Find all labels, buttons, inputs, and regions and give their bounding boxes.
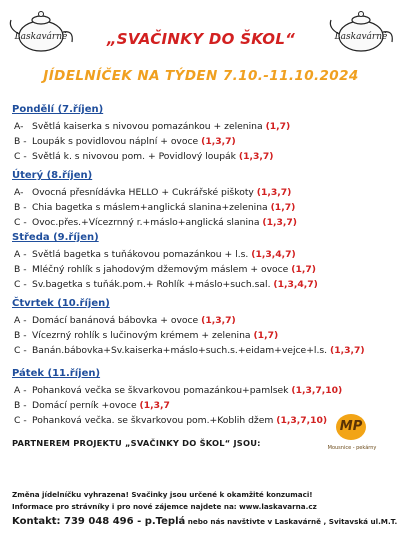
footer-notice: Změna jídelníčku vyhrazena! Svačinky jsou určené k okamžité konzumaci! — [12, 490, 313, 499]
header — [0, 0, 402, 70]
menu-item — [14, 345, 365, 356]
menu-item-letter: A - — [14, 249, 27, 260]
footer-info: Informace pro strávníky i pro nové zájemce najdete na: www.laskavarna.cz — [12, 502, 317, 511]
menu-item-text: Pohanková večka. se škvarkovou pom.+Koblih džem — [32, 415, 274, 426]
menu-item — [14, 315, 236, 326]
menu-item — [14, 136, 236, 147]
menu-item — [14, 330, 278, 341]
menu-item-letter: B - — [14, 400, 27, 411]
allergen-codes: (1,3,4,7) — [273, 279, 318, 290]
menu-item — [14, 400, 170, 411]
allergen-codes: (1,3,7) — [201, 315, 236, 326]
menu-item-text: Chia bagetka s máslem+anglická slanina+zelenina — [32, 202, 268, 213]
allergen-codes: (1,3,7,10) — [276, 415, 328, 426]
menu-item-letter: A- — [14, 121, 24, 132]
allergen-codes: (1,3,7 — [139, 400, 170, 411]
menu-item-text: Sv.bagetka s tuňák.pom.+ Rohlík +máslo+such.sal. — [32, 279, 271, 290]
menu-item-text: Pohanková večka se škvarkovou pomazánkou+pamlsek — [32, 385, 289, 396]
menu-item-letter: C - — [14, 279, 27, 290]
menu-item — [14, 187, 291, 198]
allergen-codes: (1,7) — [253, 330, 279, 341]
brand-right: Laskavárně — [334, 32, 388, 42]
contact-address: nebo nás navštivte v Laskavárně , Svitavská ul.M.T. — [187, 517, 398, 526]
partner-text: PARTNEREM PROJEKTU „SVAČINKY DO ŠKOL“ JSOU: — [12, 438, 261, 448]
menu-item — [14, 279, 318, 290]
menu-item-letter: B - — [14, 264, 27, 275]
menu-item-letter: C - — [14, 415, 27, 426]
partner-logo-caption: Mousnice - pekárny — [327, 445, 377, 451]
allergen-codes: (1,3,7) — [262, 217, 297, 228]
menu-item-letter: B - — [14, 330, 27, 341]
allergen-codes: (1,3,7) — [201, 136, 236, 147]
menu-item — [14, 121, 290, 132]
partner-logo-icon: MP — [336, 414, 366, 440]
menu-item-text: Mléčný rohlík s jahodovým džemovým máslem + ovoce — [32, 264, 289, 275]
menu-item — [14, 217, 297, 228]
brand-left: Laskavárně — [14, 32, 68, 42]
allergen-codes: (1,3,7) — [238, 151, 274, 162]
menu-item-text: Světlá kaiserka s nivovou pomazánkou + zelenina — [32, 121, 263, 132]
allergen-codes: (1,7) — [291, 264, 316, 275]
menu-item-letter: A - — [14, 385, 27, 396]
allergen-codes: (1,7) — [265, 121, 291, 132]
menu-item — [14, 151, 273, 162]
allergen-codes: (1,3,7,10) — [291, 385, 343, 396]
menu-item-text: Domácí banánová bábovka + ovoce — [32, 315, 199, 326]
menu-item-text: Ovoc.přes.+Vícezrnný r.+máslo+anglická slanina — [32, 217, 260, 228]
menu-item-letter: C - — [14, 345, 27, 356]
menu-item-letter: C - — [14, 217, 27, 228]
menu-item-text: Loupák s povidlovou náplní + ovoce — [32, 136, 199, 147]
footer-contact — [12, 516, 397, 527]
menu-item — [14, 385, 342, 396]
menu-item-text: Světlá bagetka s tuňákovou pomazánkou + l.s. — [32, 249, 249, 260]
day-heading: Čtvrtek (10.říjen) — [12, 298, 110, 309]
menu-item-text: Banán.bábovka+Sv.kaiserka+máslo+such.s.+eidam+vejce+l.s. — [32, 345, 328, 356]
menu-item-letter: A - — [14, 315, 27, 326]
menu-item — [14, 202, 295, 213]
day-heading: Pátek (11.říjen) — [12, 368, 101, 379]
menu-item-letter: C - — [14, 151, 27, 162]
day-heading: Úterý (8.říjen) — [12, 170, 93, 181]
menu-item-letter: A- — [14, 187, 24, 198]
menu-item-text: Vícezrný rohlík s lučinovým krémem + zelenina — [32, 330, 251, 341]
menu-item-letter: B - — [14, 202, 27, 213]
allergen-codes: (1,7) — [270, 202, 296, 213]
menu-item-text: Domácí perník +ovoce — [32, 400, 137, 411]
allergen-codes: (1,3,7) — [330, 345, 365, 356]
menu-item-text: Ovocná přesnídávka HELLO + Cukrářské piškoty — [32, 187, 254, 198]
menu-item — [14, 249, 296, 260]
day-heading: Pondělí (7.říjen) — [12, 104, 104, 115]
allergen-codes: (1,3,4,7) — [251, 249, 296, 260]
contact-phone: Kontakt: 739 048 496 - p.Teplá — [12, 516, 186, 527]
page-title: „SVAČINKY DO ŠKOL“ — [106, 30, 296, 48]
menu-item — [14, 415, 327, 426]
day-heading: Středa (9.říjen) — [12, 232, 99, 243]
menu-item — [14, 264, 316, 275]
allergen-codes: (1,3,7) — [256, 187, 292, 198]
page-subtitle: JÍDELNÍČEK NA TÝDEN 7.10.-11.10.2024 — [43, 68, 359, 84]
menu-item-letter: B - — [14, 136, 27, 147]
menu-item-text: Světlá k. s nivovou pom. + Povidlový loupák — [32, 151, 236, 162]
